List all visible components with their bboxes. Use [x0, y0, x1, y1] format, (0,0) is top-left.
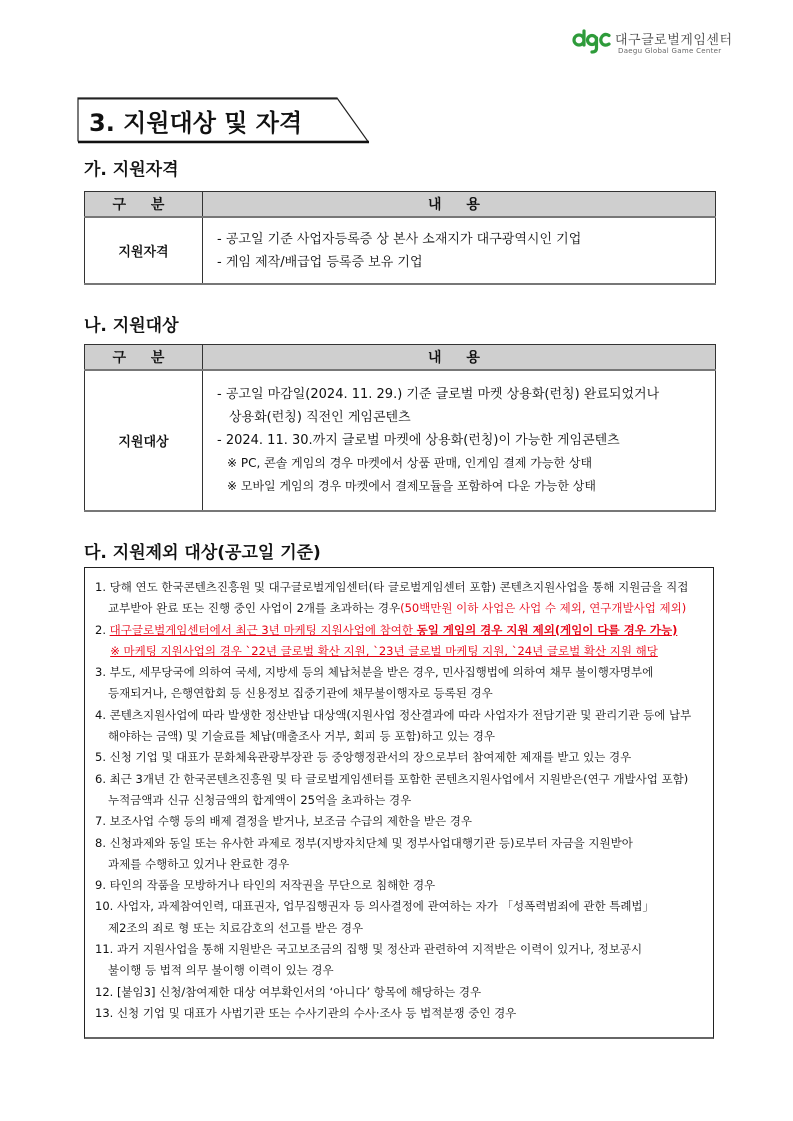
content-line: - 게임 제작/배급업 등록증 보유 기업 — [217, 254, 423, 270]
list-item — [95, 769, 703, 812]
table-header-row — [85, 192, 716, 218]
item-line: 해야하는 금액) 및 기술료를 체납(매출조사 거부, 회피 등 포함)하고 있는 경우 — [108, 729, 495, 744]
item-note: ※ 마케팅 지원사업의 경우 `22년 글로벌 확산 지원, `23년 글로벌 마케팅 지원, `24년 글로벌 확산 지원 해당 — [110, 643, 658, 658]
item-line: 13. 신청 기업 및 대표가 사법기관 또는 수사기관의 수사·조사 등 법적분쟁 중인 경우 — [95, 1005, 517, 1020]
item-line — [95, 598, 703, 619]
column-header-content: 내 용 — [203, 192, 716, 218]
eligibility-table — [84, 191, 716, 285]
item-text: 교부받아 완료 또는 진행 중인 사업이 2개를 초과하는 경우 — [108, 601, 401, 616]
row-category: 지원대상 — [85, 370, 203, 511]
item-emphasis: 동일 게임의 경우 지원 제외(게임이 다를 경우 가능) — [416, 622, 678, 637]
item-number: 2. — [95, 622, 110, 637]
list-item — [95, 896, 703, 939]
item-line: 10. 사업자, 과제참여인력, 대표권자, 업무집행권자 등 의사결정에 관여하는 자가 「성폭력범죄에 관한 특례법」 — [95, 899, 655, 914]
item-line: 5. 신청 기업 및 대표가 문화체육관광부장관 등 중앙행정관서의 장으로부터 참여제한 제재를 받고 있는 경우 — [95, 750, 632, 765]
item-line: 누적금액과 신규 신청금액의 합계액이 25억을 초과하는 경우 — [108, 792, 412, 807]
column-header-category: 구 분 — [85, 192, 203, 218]
item-line: 3. 부도, 세무당국에 의하여 국세, 지방세 등의 체납처분을 받은 경우, 민사집행법에 의하여 채무 불이행자명부에 — [95, 665, 654, 680]
list-item — [95, 811, 703, 832]
item-line: 7. 보조사업 수행 등의 배제 결정을 받거나, 보조금 수급의 제한을 받은 경우 — [95, 814, 472, 829]
list-item — [95, 577, 703, 620]
table-row — [85, 370, 716, 511]
item-line: 11. 과거 지원사업을 통해 지원받은 국고보조금의 집행 및 정산과 관련하여 지적받은 이력이 있거나, 정보공시 — [95, 942, 643, 957]
column-header-content: 내 용 — [203, 345, 716, 371]
item-highlight: (50백만원 이하 사업은 사업 수 제외, 연구개발사업 제외) — [400, 601, 687, 616]
section-c-heading: 다. 지원제외 대상(공고일 기준) — [84, 543, 321, 563]
dgc-logo-icon — [572, 28, 612, 54]
exclusion-list — [84, 567, 714, 1039]
list-item — [95, 833, 703, 876]
section-a-heading: 가. 지원자격 — [84, 160, 179, 180]
item-line: 과제를 수행하고 있거나 완료한 경우 — [108, 856, 290, 871]
table-header-row — [85, 345, 716, 371]
page-title: 3. 지원대상 및 자격 — [89, 109, 303, 137]
content-note: ※ 모바일 게임의 경우 마켓에서 결제모듈을 포함하여 다운 가능한 상태 — [227, 479, 596, 493]
list-item — [95, 939, 703, 982]
list-item — [95, 1003, 703, 1024]
row-content — [203, 217, 716, 284]
item-line: 제2조의 죄로 형 또는 치료감호의 선고를 받은 경우 — [108, 920, 364, 935]
item-line: 1. 당해 연도 한국콘텐츠진흥원 및 대구글로벌게임센터(타 글로벌게임센터 포함) 콘텐츠지원사업을 통해 지원금을 직접 — [95, 580, 689, 594]
item-line: 12. [붙임3] 신청/참여제한 대상 여부확인서의 ‘아니다’ 항목에 해당하는 경우 — [95, 984, 482, 999]
item-line — [95, 620, 703, 641]
logo-name-english: Daegu Global Game Center — [618, 47, 722, 55]
item-line: 6. 최근 3개년 간 한국콘텐츠진흥원 및 타 글로벌게임센터를 포함한 콘텐츠지원사업에서 지원받은(연구 개발사업 포함) — [95, 771, 689, 786]
row-category: 지원자격 — [85, 217, 203, 284]
column-header-category: 구 분 — [85, 345, 203, 371]
list-item — [95, 662, 703, 705]
content-line: 상용화(런칭) 직전인 게임콘텐츠 — [229, 410, 411, 425]
item-line: 등재되거나, 은행연합회 등 신용정보 집중기관에 채무불이행자로 등록된 경우 — [108, 686, 493, 701]
logo — [572, 26, 772, 60]
list-item — [95, 982, 703, 1003]
section-title-box — [77, 97, 369, 142]
section-b-heading: 나. 지원대상 — [84, 316, 179, 336]
content-line: - 공고일 기준 사업자등록증 상 본사 소재지가 대구광역시인 기업 — [217, 231, 582, 247]
content-line: - 공고일 마감일(2024. 11. 29.) 기준 글로벌 마켓 상용화(런칭) 완료되었거나 — [217, 387, 660, 402]
item-line: 9. 타인의 작품을 모방하거나 타인의 저작권을 무단으로 침해한 경우 — [95, 878, 436, 893]
content-line: - 2024. 11. 30.까지 글로벌 마켓에 상용화(런칭)이 가능한 게임콘텐츠 — [217, 433, 620, 448]
target-table — [84, 344, 716, 512]
item-line: 불이행 등 법적 의무 불이행 이력이 있는 경우 — [108, 963, 334, 978]
table-row — [85, 217, 716, 284]
list-item — [95, 747, 703, 768]
content-note: ※ PC, 콘솔 게임의 경우 마켓에서 상품 판매, 인게임 결제 가능한 상태 — [227, 456, 593, 470]
logo-name-korean: 대구글로벌게임센터 — [615, 33, 733, 48]
list-item — [95, 620, 703, 663]
list-item — [95, 875, 703, 896]
row-content — [203, 370, 716, 511]
item-line: 8. 신청과제와 동일 또는 유사한 과제로 정부(지방자치단체 및 정부사업대행기관 등)로부터 자금을 지원받아 — [95, 835, 633, 850]
list-item — [95, 705, 703, 748]
item-highlight: 대구글로벌게임센터에서 최근 3년 마케팅 지원사업에 참여한 — [109, 622, 417, 637]
item-line: 4. 콘텐츠지원사업에 따라 발생한 정산반납 대상액(지원사업 정산결과에 따라 사업자가 전담기관 및 관리기관 등에 납부 — [95, 707, 692, 722]
